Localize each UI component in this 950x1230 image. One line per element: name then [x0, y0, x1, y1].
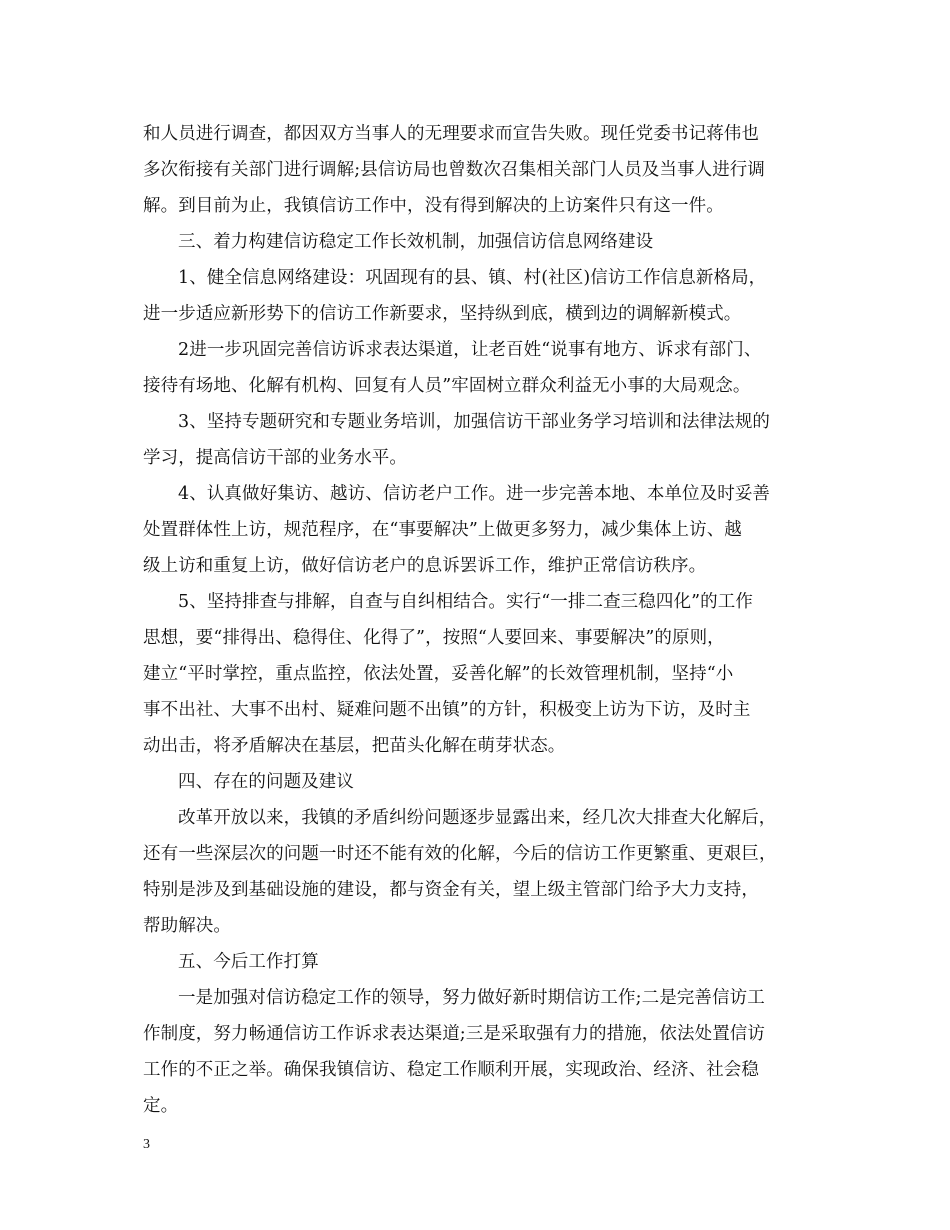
text-line: 思想，要“排得出、稳得住、化得了”，按照“人要回来、事要解决”的原则，: [143, 628, 725, 648]
text-line: 接待有场地、化解有机构、回复有人员”牢固树立群众利益无小事的大局观念。: [143, 376, 751, 396]
text-line: 一是加强对信访稳定工作的领导，努力做好新时期信访工作;二是完善信访工: [178, 988, 765, 1008]
text-line: 2进一步巩固完善信访诉求表达渠道，让老百姓“说事有地方、诉求有部门、: [178, 340, 762, 360]
page-number: 3: [143, 1137, 150, 1152]
text-line: 和人员进行调查，都因双方当事人的无理要求而宣告失败。现任党委书记蒋伟也: [143, 124, 759, 144]
text-line: 还有一些深层次的问题一时还不能有效的化解，今后的信访工作更繁重、更艰巨，: [143, 844, 777, 864]
text-line: 五、今后工作打算: [178, 952, 319, 972]
text-line: 帮助解决。: [143, 916, 231, 936]
text-line: 建立“平时掌控，重点监控，依法处置，妥善化解”的长效管理机制，坚持“小: [143, 664, 734, 684]
text-line: 学习，提高信访干部的业务水平。: [143, 448, 407, 468]
text-line: 处置群体性上访，规范程序，在“事要解决”上做更多努力，减少集体上访、越: [143, 520, 742, 540]
text-line: 改革开放以来，我镇的矛盾纠纷问题逐步显露出来，经几次大排查大化解后，: [178, 808, 777, 828]
text-line: 3、坚持专题研究和专题业务培训，加强信访干部业务学习培训和法律法规的: [178, 412, 771, 432]
text-line: 三、着力构建信访稳定工作长效机制，加强信访信息网络建设: [178, 232, 654, 252]
document-body: [143, 116, 807, 1124]
text-line: 四、存在的问题及建议: [178, 772, 354, 792]
text-line: 作制度，努力畅通信访工作诉求表达渠道;三是采取强有力的措施，依法处置信访: [143, 1024, 765, 1044]
text-line: 1、健全信息网络建设：巩固现有的县、镇、村(社区)信访工作信息新格局，: [178, 268, 767, 288]
text-line: 工作的不正之举。确保我镇信访、稳定工作顺利开展，实现政治、经济、社会稳: [143, 1060, 759, 1080]
text-line: 动出击，将矛盾解决在基层，把苗头化解在萌芽状态。: [143, 736, 566, 756]
text-line: 4、认真做好集访、越访、信访老户工作。进一步完善本地、本单位及时妥善: [178, 484, 771, 504]
text-line: 特别是涉及到基础设施的建设，都与资金有关，望上级主管部门给予大力支持，: [143, 880, 759, 900]
text-line: 定。: [143, 1096, 179, 1116]
text-line: 级上访和重复上访，做好信访老户的息诉罢诉工作，维护正常信访秩序。: [143, 556, 707, 576]
text-line: 5、坚持排查与排解，自查与自纠相结合。实行“一排二查三稳四化”的工作: [178, 592, 753, 612]
text-line: 解。到目前为止，我镇信访工作中，没有得到解决的上访案件只有这一件。: [143, 196, 724, 216]
text-line: 事不出社、大事不出村、疑难问题不出镇”的方针，积极变上访为下访，及时主: [143, 700, 751, 720]
text-line: 进一步适应新形势下的信访工作新要求，坚持纵到底，横到边的调解新模式。: [143, 304, 742, 324]
text-line: 多次衔接有关部门进行调解;县信访局也曾数次召集相关部门人员及当事人进行调: [143, 160, 765, 180]
